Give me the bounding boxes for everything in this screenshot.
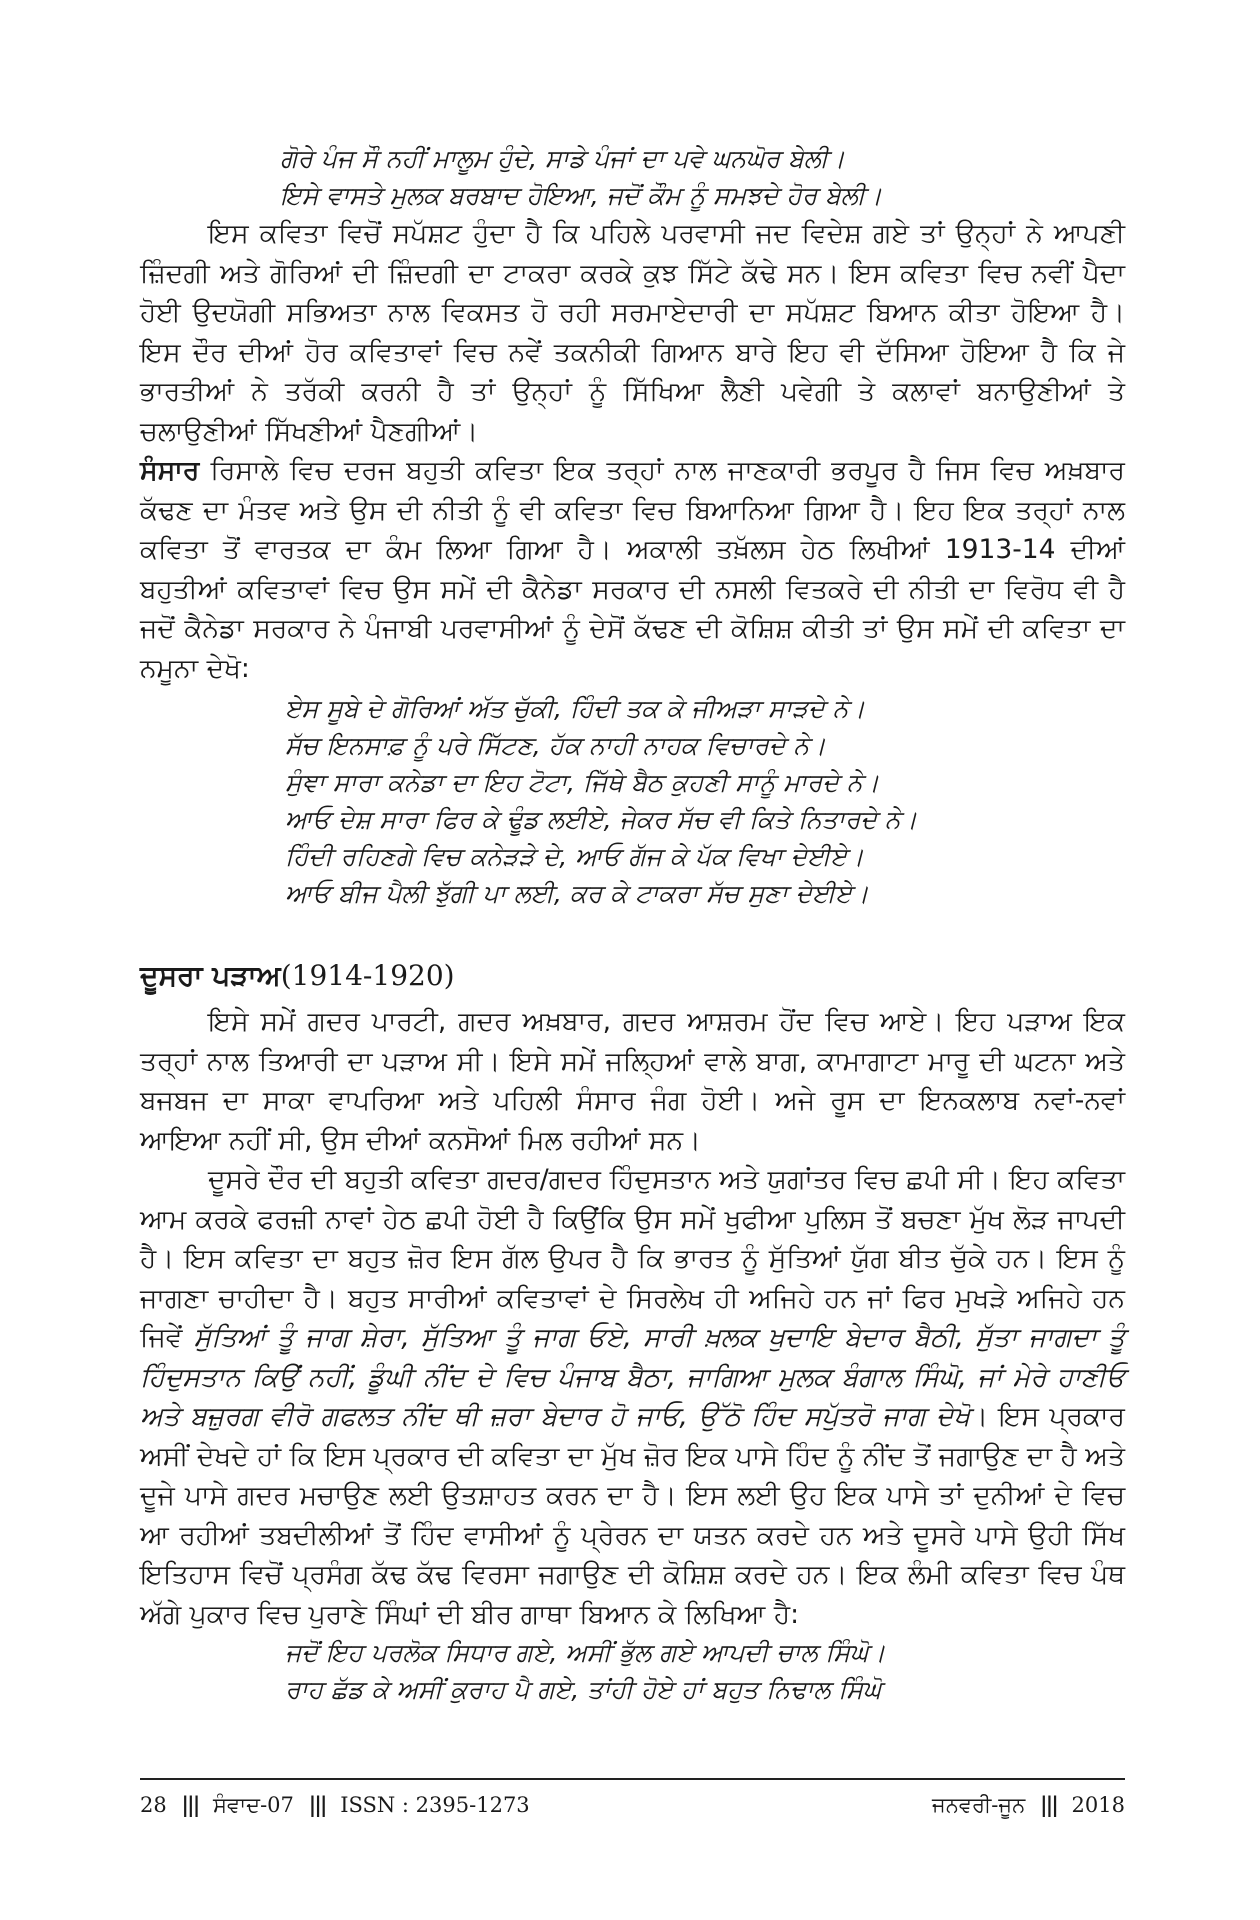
section-heading-years: (1914-1920) [280,959,455,992]
verse-line: ਹਿੰਦੀ ਰਹਿਣਗੇ ਵਿਚ ਕਨੇੜੜੇ ਦੇ, ਆਓ ਗੱਜ ਕੇ ਪੱਕ ਵਿਖਾ ਦੇਈਏ। [285,842,864,871]
verse-line: ਜਦੋਂ ਇਹ ਪਰਲੋਕ ਸਿਧਾਰ ਗਏ, ਅਸੀਂ ਭੁੱਲ ਗਏ ਆਪਦੀ ਚਾਲ ਸਿੰਘੋ। [285,1638,886,1667]
paragraph-1: ਇਸ ਕਵਿਤਾ ਵਿਚੋਂ ਸਪੱਸ਼ਟ ਹੁੰਦਾ ਹੈ ਕਿ ਪਹਿਲੇ ਪਰਵਾਸੀ ਜਦ ਵਿਦੇਸ਼ ਗਏ ਤਾਂ ਉਨ੍ਹਾਂ ਨੇ ਆਪਣੀ ਜ਼ਿੰਦਗੀ ਅਤੇ ਗੋਰਿਆਂ ਦੀ ਜ਼ਿੰਦਗੀ ਦਾ ਟਾਕਰਾ ਕਰਕੇ ਕੁਝ ਸਿੱਟੇ ਕੱਢੇ ਸਨ। ਇਸ ਕਵਿਤਾ ਵਿਚ ਨਵੀਂ ਪੈਦਾ ਹੋਈ ਉਦਯੋਗੀ ਸਭਿਅਤਾ ਨਾਲ ਵਿਕਸਤ ਹੋ ਰਹੀ ਸਰਮਾਏਦਾਰੀ ਦਾ ਸਪੱਸ਼ਟ ਬਿਆਨ ਕੀਤਾ ਹੋਇਆ ਹੈ। ਇਸ ਦੌਰ ਦੀਆਂ ਹੋਰ ਕਵਿਤਾਵਾਂ ਵਿਚ ਨਵੇਂ ਤਕਨੀਕੀ ਗਿਆਨ ਬਾਰੇ ਇਹ ਵੀ ਦੱਸਿਆ ਹੋਇਆ ਹੈ ਕਿ ਜੇ ਭਾਰਤੀਆਂ ਨੇ ਤਰੱਕੀ ਕਰਨੀ ਹੈ ਤਾਂ ਉਨ੍ਹਾਂ ਨੂੰ ਸਿੱਖਿਆ ਲੈਣੀ ਪਵੇਗੀ ਤੇ ਕਲਾਵਾਂ ਬਨਾਉਣੀਆਂ ਤੇ ਚਲਾਉਣੀਆਂ ਸਿੱਖਣੀਆਂ ਪੈਣਗੀਆਂ। [140,218,1125,447]
footer-right [932,1792,1125,1818]
verse-block-2 [140,690,1125,912]
article-body [140,140,1125,1708]
verse-block-3 [140,1634,1125,1708]
verse-line: ਸੁੰਞਾ ਸਾਰਾ ਕਨੇਡਾ ਦਾ ਇਹ ਟੋਟਾ, ਜਿੱਥੇ ਬੈਠ ਕੁਹਣੀ ਸਾਨੂੰ ਮਾਰਦੇ ਨੇ। [285,768,880,797]
paragraph-2-text: ਰਿਸਾਲੇ ਵਿਚ ਦਰਜ ਬਹੁਤੀ ਕਵਿਤਾ ਇਕ ਤਰ੍ਹਾਂ ਨਾਲ ਜਾਣਕਾਰੀ ਭਰਪੂਰ ਹੈ ਜਿਸ ਵਿਚ ਅਖ਼ਬਾਰ ਕੱਢਣ ਦਾ ਮੰਤਵ ਅਤੇ ਉਸ ਦੀ ਨੀਤੀ ਨੂੰ ਵੀ ਕਵਿਤਾ ਵਿਚ ਬਿਆਨਿਆ ਗਿਆ ਹੈ। ਇਹ ਇਕ ਤਰ੍ਹਾਂ ਨਾਲ ਕਵਿਤਾ ਤੋਂ ਵਾਰਤਕ ਦਾ ਕੰਮ ਲਿਆ ਗਿਆ ਹੈ। ਅਕਾਲੀ ਤਖ਼ੱਲਸ ਹੇਠ ਲਿਖੀਆਂ 1913-14 ਦੀਆਂ ਬਹੁਤੀਆਂ ਕਵਿਤਾਵਾਂ ਵਿਚ ਉਸ ਸਮੇਂ ਦੀ ਕੈਨੇਡਾ ਸਰਕਾਰ ਦੀ ਨਸਲੀ ਵਿਤਕਰੇ ਦੀ ਨੀਤੀ ਦਾ ਵਿਰੋਧ ਵੀ ਹੈ ਜਦੋਂ ਕੈਨੇਡਾ ਸਰਕਾਰ ਨੇ ਪੰਜਾਬੀ ਪਰਵਾਸੀਆਂ ਨੂੰ ਦੇਸੋਂ ਕੱਢਣ ਦੀ ਕੋਸ਼ਿਸ਼ ਕੀਤੀ ਤਾਂ ਉਸ ਸਮੇਂ ਦੀ ਕਵਿਤਾ ਦਾ ਨਮੂਨਾ ਦੇਖੋ: [140,455,1125,684]
verse-line: ਸੱਚ ਇਨਸਾਫ਼ ਨੂੰ ਪਰੇ ਸਿੱਟਣ, ਹੱਕ ਨਾਹੀ ਨਾਹਕ ਵਿਚਾਰਦੇ ਨੇ। [285,731,826,760]
journal-name: ਸੰਵਾਦ-07 [213,1793,294,1817]
verse-line: ਏਸ ਸੂਬੇ ਦੇ ਗੋਰਿਆਂ ਅੱਤ ਚੁੱਕੀ, ਹਿੰਦੀ ਤਕ ਕੇ ਜੀਅੜਾ ਸਾੜਦੇ ਨੇ। [285,694,866,723]
footer-row [140,1792,1125,1818]
paragraph-4-text-b: । ਇਸ ਪ੍ਰਕਾਰ ਅਸੀਂ ਦੇਖਦੇ ਹਾਂ ਕਿ ਇਸ ਪ੍ਰਕਾਰ ਦੀ ਕਵਿਤਾ ਦਾ ਮੁੱਖ ਜ਼ੋਰ ਇਕ ਪਾਸੇ ਹਿੰਦ ਨੂੰ ਨੀਂਦ ਤੋਂ ਜਗਾਉਣ ਦਾ ਹੈ ਅਤੇ ਦੂਜੇ ਪਾਸੇ ਗਦਰ ਮਚਾਉਣ ਲਈ ਉਤਸ਼ਾਹਤ ਕਰਨ ਦਾ ਹੈ। ਇਸ ਲਈ ਉਹ ਇਕ ਪਾਸੇ ਤਾਂ ਦੁਨੀਆਂ ਦੇ ਵਿਚ ਆ ਰਹੀਆਂ ਤਬਦੀਲੀਆਂ ਤੋਂ ਹਿੰਦ ਵਾਸੀਆਂ ਨੂੰ ਪ੍ਰੇਰਨ ਦਾ ਯਤਨ ਕਰਦੇ ਹਨ ਅਤੇ ਦੂਸਰੇ ਪਾਸੇ ਉਹੀ ਸਿੱਖ ਇਤਿਹਾਸ ਵਿਚੋਂ ਪ੍ਰਸੰਗ ਕੱਢ ਕੱਢ ਵਿਰਸਾ ਜਗਾਉਣ ਦੀ ਕੋਸ਼ਿਸ਼ ਕਰਦੇ ਹਨ। ਇਕ ਲੰਮੀ ਕਵਿਤਾ ਵਿਚ ਪੰਥ ਅੱਗੇ ਪੁਕਾਰ ਵਿਚ ਪੁਰਾਣੇ ਸਿੰਘਾਂ ਦੀ ਬੀਰ ਗਾਥਾ ਬਿਆਨ ਕੇ ਲਿਖਿਆ ਹੈ: [140,1401,1125,1630]
issn: ISSN : 2395-1273 [340,1793,530,1817]
verse-line: ਆਓ ਬੀਜ ਪੈਲੀ ਝੁੱਗੀ ਪਾ ਲਈ, ਕਰ ਕੇ ਟਾਕਰਾ ਸੱਚ ਸੁਣਾ ਦੇਈਏ। [285,879,869,908]
paragraph-4 [140,1160,1125,1634]
issue-year: 2018 [1071,1793,1125,1817]
verse-line: ਗੋਰੇ ਪੰਜ ਸੌ ਨਹੀਂ ਮਾਲੂਮ ਹੁੰਦੇ, ਸਾਡੇ ਪੰਜਾਂ ਦਾ ਪਵੇ ਘਨਘੋਰ ਬੇਲੀ। [280,144,845,173]
verse-line: ਆਓ ਦੇਸ਼ ਸਾਰਾ ਫਿਰ ਕੇ ਢੂੰਡ ਲਈਏ, ਜੇਕਰ ਸੱਚ ਵੀ ਕਿਤੇ ਨਿਤਾਰਦੇ ਨੇ। [285,805,918,834]
footer-separator: ||| [1039,1792,1057,1817]
paragraph-2 [140,451,1125,688]
page-number: 28 [140,1793,167,1817]
section-heading [140,956,1125,996]
verse-block-1 [140,140,1125,214]
footer-separator: ||| [308,1792,326,1817]
footer-rule [140,1778,1125,1780]
verse-line: ਇਸੇ ਵਾਸਤੇ ਮੁਲਕ ਬਰਬਾਦ ਹੋਇਆ, ਜਦੋਂ ਕੌਮ ਨੂੰ ਸਮਝਦੇ ਹੋਰ ਬੇਲੀ। [280,181,883,210]
sansar-bold-word: ਸੰਸਾਰ [140,455,200,486]
paragraph-4-text-a: ਦੂਸਰੇ ਦੌਰ ਦੀ ਬਹੁਤੀ ਕਵਿਤਾ ਗਦਰ/ਗਦਰ ਹਿੰਦੁਸਤਾਨ ਅਤੇ ਯੁਗਾਂਤਰ ਵਿਚ ਛਪੀ ਸੀ। ਇਹ ਕਵਿਤਾ ਆਮ ਕਰਕੇ ਫਰਜ਼ੀ ਨਾਵਾਂ ਹੇਠ ਛਪੀ ਹੋਈ ਹੈ ਕਿਉਂਕਿ ਉਸ ਸਮੇਂ ਖੁਫੀਆ ਪੁਲਿਸ ਤੋਂ ਬਚਣਾ ਮੁੱਖ ਲੋੜ ਜਾਪਦੀ ਹੈ। ਇਸ ਕਵਿਤਾ ਦਾ ਬਹੁਤ ਜ਼ੋਰ ਇਸ ਗੱਲ ਉਪਰ ਹੈ ਕਿ ਭਾਰਤ ਨੂੰ ਸੁੱਤਿਆਂ ਯੁੱਗ ਬੀਤ ਚੁੱਕੇ ਹਨ। ਇਸ ਨੂੰ ਜਾਗਣਾ ਚਾਹੀਦਾ ਹੈ। ਬਹੁਤ ਸਾਰੀਆਂ ਕਵਿਤਾਵਾਂ ਦੇ ਸਿਰਲੇਖ ਹੀ ਅਜਿਹੇ ਹਨ ਜਾਂ ਫਿਰ ਮੁਖੜੇ ਅਜਿਹੇ ਹਨ ਜਿਵੇਂ [140,1164,1125,1353]
paragraph-3: ਇਸੇ ਸਮੇਂ ਗਦਰ ਪਾਰਟੀ, ਗਦਰ ਅਖ਼ਬਾਰ, ਗਦਰ ਆਸ਼ਰਮ ਹੋਂਦ ਵਿਚ ਆਏ। ਇਹ ਪੜਾਅ ਇਕ ਤਰ੍ਹਾਂ ਨਾਲ ਤਿਆਰੀ ਦਾ ਪੜਾਅ ਸੀ। ਇਸੇ ਸਮੇਂ ਜਲ੍ਹਿਆਂ ਵਾਲੇ ਬਾਗ, ਕਾਮਾਗਾਟਾ ਮਾਰੂ ਦੀ ਘਟਨਾ ਅਤੇ ਬਜਬਜ ਦਾ ਸਾਕਾ ਵਾਪਰਿਆ ਅਤੇ ਪਹਿਲੀ ਸੰਸਾਰ ਜੰਗ ਹੋਈ। ਅਜੇ ਰੂਸ ਦਾ ਇਨਕਲਾਬ ਨਵਾਂ-ਨਵਾਂ ਆਇਆ ਨਹੀਂ ਸੀ, ਉਸ ਦੀਆਂ ਕਨਸੋਆਂ ਮਿਲ ਰਹੀਆਂ ਸਨ। [140,1006,1125,1156]
footer-left [140,1792,530,1818]
verse-line: ਰਾਹ ਛੱਡ ਕੇ ਅਸੀਂ ਕੁਰਾਹ ਪੈ ਗਏ, ਤਾਂਹੀ ਹੋਏ ਹਾਂ ਬਹੁਤ ਨਿਢਾਲ ਸਿੰਘੋ [285,1675,882,1704]
footer-separator: ||| [181,1792,199,1817]
issue-period: ਜਨਵਰੀ-ਜੂਨ [931,1793,1026,1817]
paragraph-4-italic-titles: ਸੁੱਤਿਆਂ ਤੂੰ ਜਾਗ ਸ਼ੇਰਾ, ਸੁੱਤਿਆ ਤੂੰ ਜਾਗ ਓਏ, ਸਾਰੀ ਖ਼ਲਕ ਖੁਦਾਇ ਬੇਦਾਰ ਬੈਠੀ, ਸੁੱਤਾ ਜਾਗਦਾ ਤੂੰ ਹਿੰਦੁਸਤਾਨ ਕਿਉਂ ਨਹੀਂ, ਡੂੰਘੀ ਨੀਂਦ ਦੇ ਵਿਚ ਪੰਜਾਬ ਬੈਠਾ, ਜਾਗਿਆ ਮੁਲਕ ਬੰਗਾਲ ਸਿੰਘੋ, ਜਾਂ ਮੇਰੇ ਹਾਣੀਓ ਅਤੇ ਬਜ਼ੁਰਗ ਵੀਰੋ ਗਫਲਤ ਨੀਂਦ ਥੀ ਜ਼ਰਾ ਬੇਦਾਰ ਹੋ ਜਾਓ, ਉੱਠੋ ਹਿੰਦ ਸਪੁੱਤਰੋ ਜਾਗ ਦੇਖੋ [140,1322,1125,1432]
page-footer [140,1778,1125,1818]
section-heading-text: ਦੂਸਰਾ ਪੜਾਅ [140,959,281,992]
